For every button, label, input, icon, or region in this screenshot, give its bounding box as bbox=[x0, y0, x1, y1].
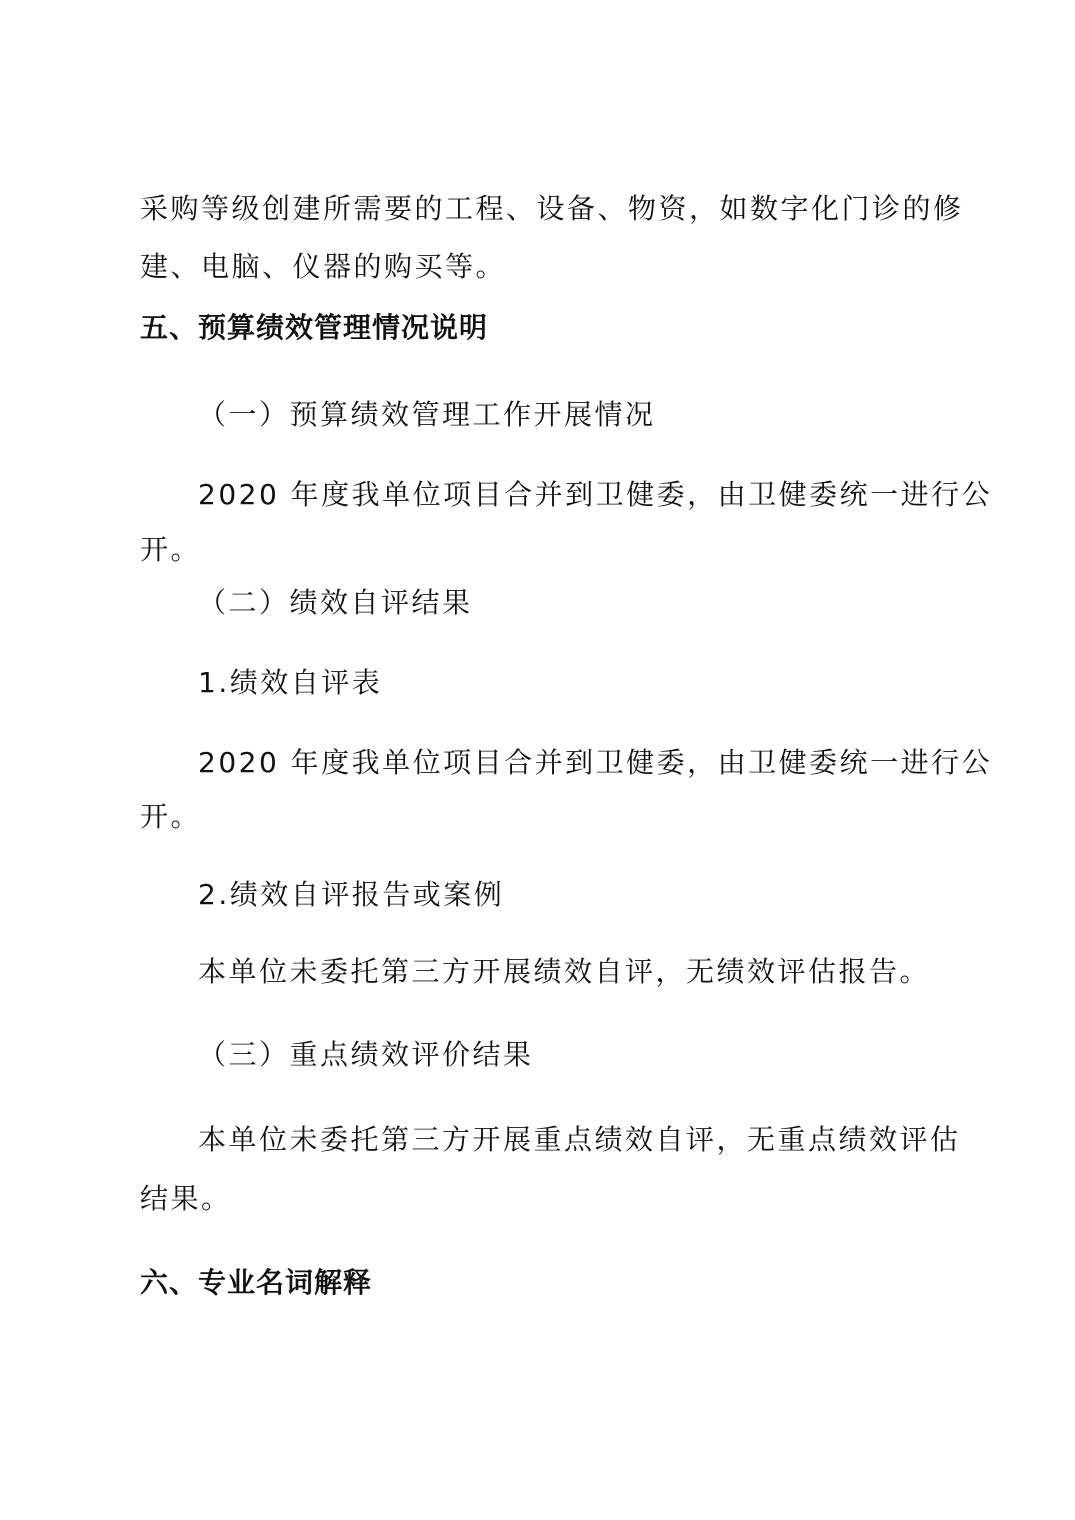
subsection-3-paragraph-line-1: 本单位未委托第三方开展重点绩效自评，无重点绩效评估 bbox=[198, 1123, 961, 1156]
subsection-1-paragraph-line-2: 开。 bbox=[140, 533, 202, 566]
item-1-heading: 1.绩效自评表 bbox=[198, 666, 383, 699]
intro-line-2: 建、电脑、仪器的购买等。 bbox=[140, 250, 507, 283]
subsection-2-heading: （二）绩效自评结果 bbox=[198, 586, 473, 619]
item-2-heading: 2.绩效自评报告或案例 bbox=[198, 878, 505, 911]
item-2-paragraph: 本单位未委托第三方开展绩效自评，无绩效评估报告。 bbox=[198, 955, 931, 988]
intro-line-1: 采购等级创建所需要的工程、设备、物资，如数字化门诊的修 bbox=[140, 192, 964, 225]
item-1-paragraph-line-2: 开。 bbox=[140, 800, 202, 833]
section-5-heading: 五、预算绩效管理情况说明 bbox=[140, 311, 489, 344]
subsection-1-heading: （一）预算绩效管理工作开展情况 bbox=[198, 398, 656, 431]
subsection-1-paragraph-line-1: 2020 年度我单位项目合并到卫健委，由卫健委统一进行公 bbox=[198, 478, 993, 511]
subsection-3-heading: （三）重点绩效评价结果 bbox=[198, 1038, 534, 1071]
subsection-3-paragraph-line-2: 结果。 bbox=[140, 1182, 232, 1215]
item-1-paragraph-line-1: 2020 年度我单位项目合并到卫健委，由卫健委统一进行公 bbox=[198, 746, 993, 779]
section-6-heading: 六、专业名词解释 bbox=[140, 1266, 373, 1299]
